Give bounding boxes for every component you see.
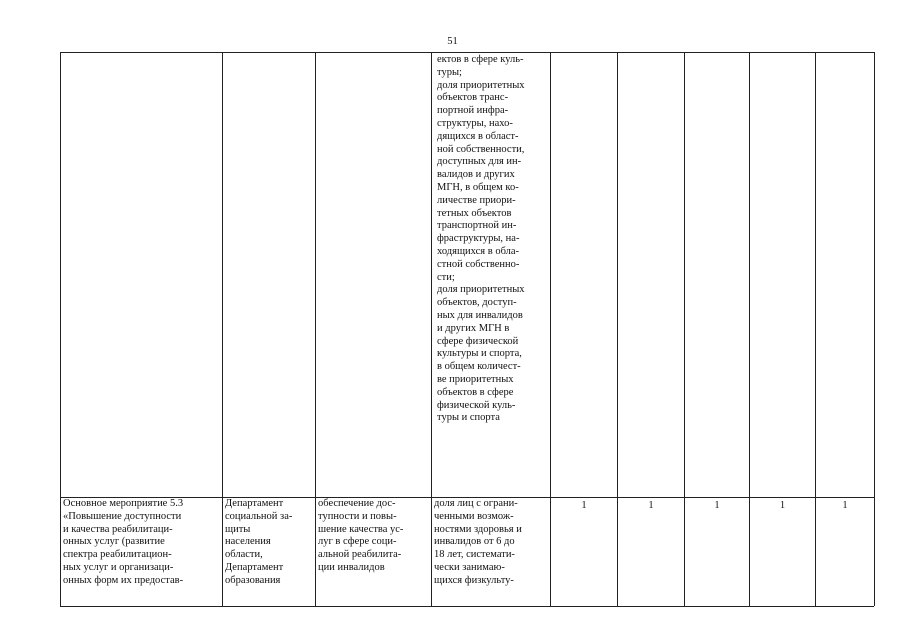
value-cell: 1 [581,500,587,511]
col-border-5 [617,52,618,606]
col-border-7 [749,52,750,606]
col-border-6 [684,52,685,606]
value-cell: 1 [779,500,786,511]
table-top-border [60,52,874,53]
executor-cell: Департамент социальной за- щиты населения области, Департамент образования [225,498,293,586]
col-border-8 [815,52,816,606]
result-cell: обеспечение дос- тупности и повы- шение качества ус- луг в сфере соци- альной реабилита- ции инвалидов [318,498,404,573]
indicator-cell: доля лиц с ограни- ченными возмож- ностями здоровья и инвалидов от 6 до 18 лет, системати- чески занимаю- щихся физкульту- [434,498,522,586]
event-cell: Основное мероприятие 5.3 «Повышение доступности и качества реабилитаци- онных услуг (развитие спектра реабилитацион- ных услуг и организаци- онных форм их предостав- [63,498,184,586]
col-border-4 [550,52,551,606]
table-bottom-border [60,606,874,607]
col-border-3 [431,52,432,606]
indicator-cell-continued: ектов в сфере куль- туры; доля приоритетных объектов транс- портной инфра- структуры, нахо- дящихся в област- ной собственности, доступных для ин- валидов и других МГН, в общем ко- личестве приори- тетных объектов транспортной ин- фраструктуры, на- ходящихся в обла- стной собственно- сти; доля приоритетных объектов, доступ- ных для инвалидов и других МГН в сфере физической культуры и спорта, в общем количест- ве приоритетных объектов в сфере физической куль- туры и спорта [437,54,525,424]
value-cell: 1 [714,500,720,511]
page-number: 51 [447,36,458,47]
col-border-2 [315,52,316,606]
col-border-9 [874,52,875,606]
col-border-1 [222,52,223,606]
value-cell: 1 [648,500,654,511]
value-cell: 1 [842,500,848,511]
col-border-0 [60,52,61,606]
